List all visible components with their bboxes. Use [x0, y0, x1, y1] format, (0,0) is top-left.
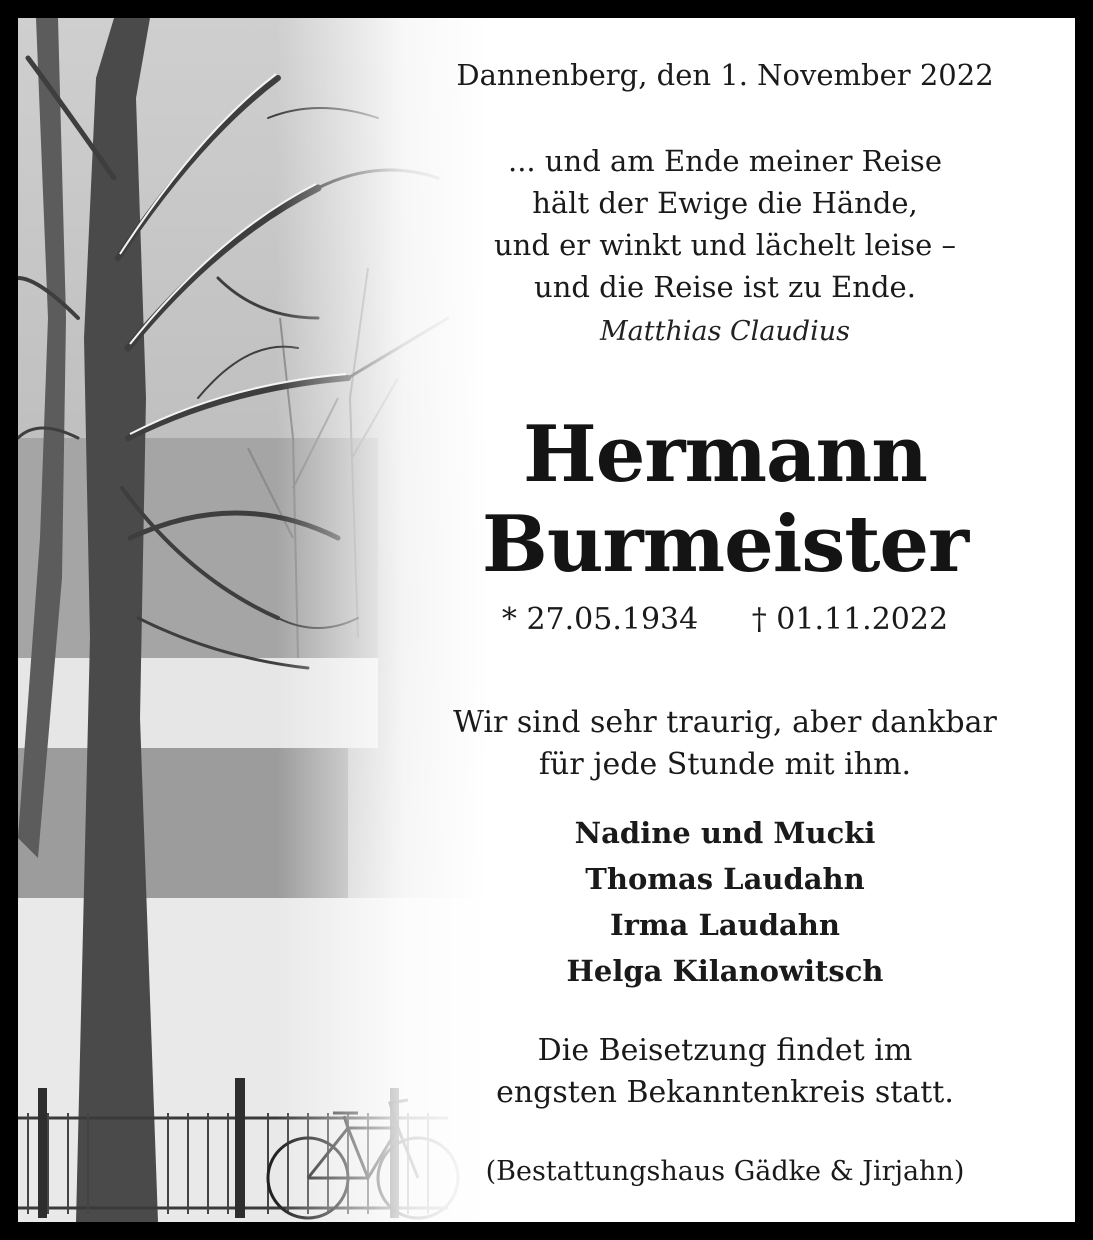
place-and-date: Dannenberg, den 1. November 2022	[456, 58, 994, 92]
first-name: Hermann	[523, 409, 927, 500]
mourner: Nadine und Mucki	[574, 816, 876, 850]
undertaker: (Bestattungshaus Gädke & Jirjahn)	[485, 1156, 965, 1187]
burial-notice	[420, 1030, 1030, 1114]
deceased-name	[420, 410, 1030, 590]
poem-line: ... und am Ende meiner Reise	[508, 144, 942, 178]
burial-line: engsten Bekanntenkreis statt.	[496, 1075, 954, 1110]
grief-line: Wir sind sehr traurig, aber dankbar	[453, 705, 997, 740]
burial-line: Die Beisetzung findet im	[537, 1033, 913, 1068]
last-name: Burmeister	[481, 499, 969, 590]
winter-tree-photo	[18, 18, 488, 1222]
mourner: Irma Laudahn	[610, 908, 840, 942]
poem-line: hält der Ewige die Hände,	[532, 186, 918, 220]
grief-line: für jede Stunde mit ihm.	[538, 747, 912, 782]
poem-author: Matthias Claudius	[600, 316, 850, 347]
poem	[420, 140, 1030, 308]
poem-line: und er winkt und lächelt leise –	[493, 228, 956, 262]
mourners-list	[420, 810, 1030, 994]
death-date: † 01.11.2022	[751, 602, 949, 637]
obituary-card	[18, 18, 1075, 1222]
life-dates	[420, 602, 1030, 637]
mourner: Thomas Laudahn	[585, 862, 865, 896]
poem-line: und die Reise ist zu Ende.	[534, 270, 916, 304]
birth-date: * 27.05.1934	[501, 602, 699, 637]
mourner: Helga Kilanowitsch	[566, 954, 884, 988]
grief-message	[420, 702, 1030, 786]
